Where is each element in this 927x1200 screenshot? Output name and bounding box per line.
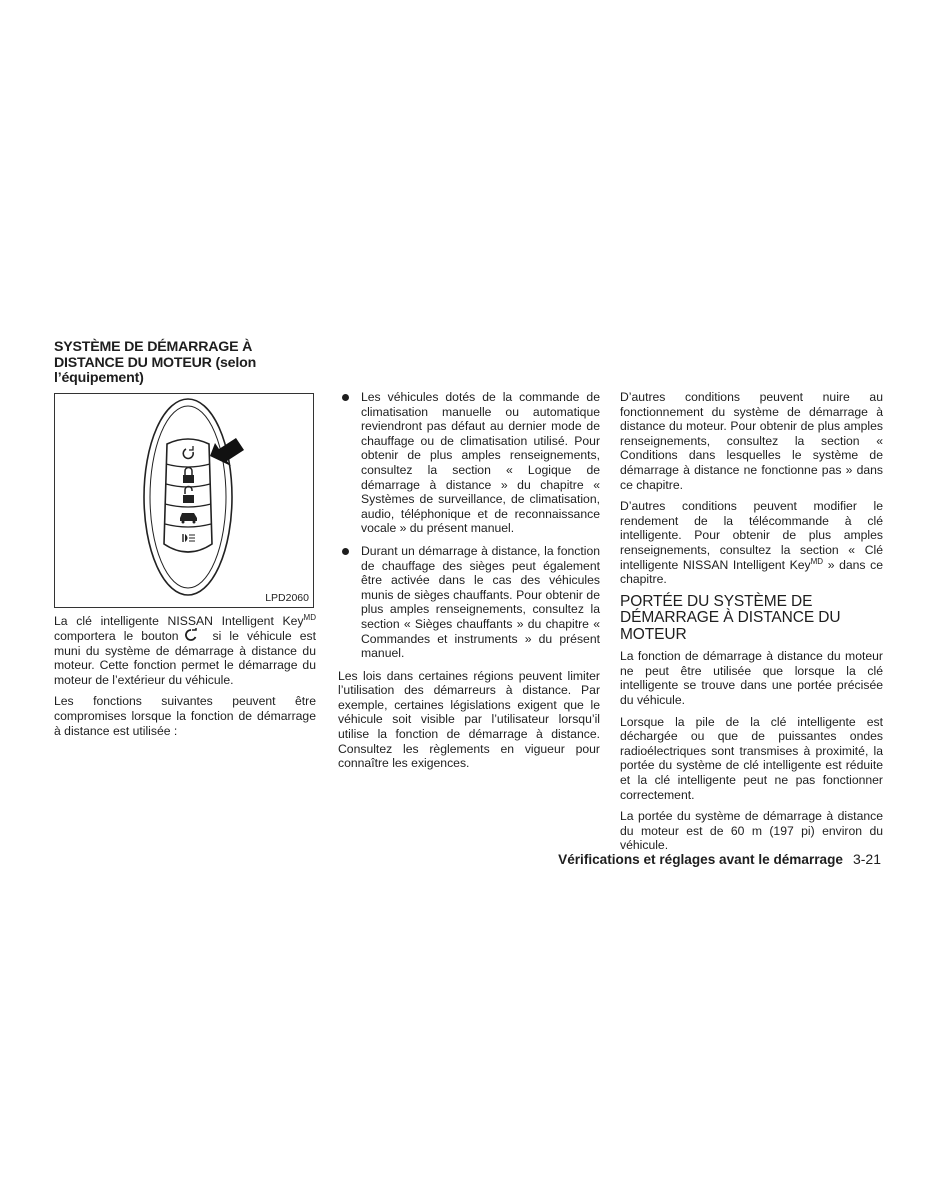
paragraph: D’autres conditions peuvent nuire au fonctionnement du système de démarrage à distance du moteur. Pour obtenir de plus amples renseignements, consultez la section « Conditions dans lesquelles le système de démarrage à distance ne fonctionne pas » dans ce chapitre. <box>620 390 883 492</box>
list-item: Durant un démarrage à distance, la fonction de chauffage des sièges peut également être activée dans le cas des véhicules munis de sièges chauffants. Pour obtenir de plus amples renseignements, consultez la section « Sièges chauffants » du chapitre « Commandes et instruments » du présent manuel. <box>338 544 600 661</box>
key-fob-figure <box>54 393 314 608</box>
paragraph: La clé intelligente NISSAN Intelligent Key$^{MD}$ comportera le bouton si le véhicule est muni du système de démarrage à distance du moteur. Cette fonction permet le démarrage du moteur de l’extérieur du véhicule. <box>54 612 316 687</box>
paragraph: Les fonctions suivantes peuvent être compromises lorsque la fonction de démarrage à distance est utilisée : <box>54 694 316 738</box>
figure-label: LPD2060 <box>265 591 309 604</box>
list-item: Les véhicules dotés de la commande de climatisation manuelle ou automatique reviendront pas défaut au dernier mode de chauffage ou de climatisation utilisé. Pour obtenir de plus amples renseignements, consultez la section « Logique de démarrage à distance » du chapitre « Systèmes de surveillance, de climatisation, audio, téléphonique et de reconnaissance vocale » du présent manuel. <box>338 390 600 536</box>
chapter-title: Vérifications et réglages avant le démarrage <box>558 852 843 867</box>
page-number: 3-21 <box>852 851 881 867</box>
subsection-title: PORTÉE DU SYSTÈME DE DÉMARRAGE À DISTANCE DU MOTEUR <box>620 592 841 643</box>
remote-start-inline-icon <box>185 628 199 642</box>
page-footer <box>558 851 881 867</box>
column-2 <box>338 390 600 778</box>
paragraph: D’autres conditions peuvent modifier le rendement de la télécommande à clé intelligente. Pour obtenir de plus amples renseignements, consultez la section « Clé intelligente NISSAN Intelligent Key$^{MD}$ » dans ce chapitre. <box>620 499 883 587</box>
paragraph: Les lois dans certaines régions peuvent limiter l’utilisation des démarreurs à distance. Par exemple, certaines législations exigent que le véhicule soit visible par l’utilisateur lorsqu’il utilise la fonction de démarrage à distance. Consultez les règlements en vigueur pour connaître les exigences. <box>338 668 600 771</box>
section-title: SYSTÈME DE DÉMARRAGE À DISTANCE DU MOTEUR (selon l’équipement) <box>54 339 257 386</box>
bullet-list <box>338 390 600 661</box>
arrow-icon <box>210 438 244 466</box>
column-3 <box>620 390 883 860</box>
paragraph: Lorsque la pile de la clé intelligente est déchargée ou que de puissantes ondes radioélectriques sont transmises à proximité, la portée du système de clé intelligente est réduite et la clé intelligente peut ne pas fonctionner correctement. <box>620 714 883 802</box>
key-fob-illustration <box>55 394 313 607</box>
paragraph: La portée du système de démarrage à distance du moteur est de 60 m (197 pi) environ du véhicule. <box>620 809 883 853</box>
column-1 <box>54 340 316 745</box>
paragraph: La fonction de démarrage à distance du moteur ne peut être utilisée que lorsque la clé intelligente se trouve dans une portée précisée du véhicule. <box>620 649 883 707</box>
